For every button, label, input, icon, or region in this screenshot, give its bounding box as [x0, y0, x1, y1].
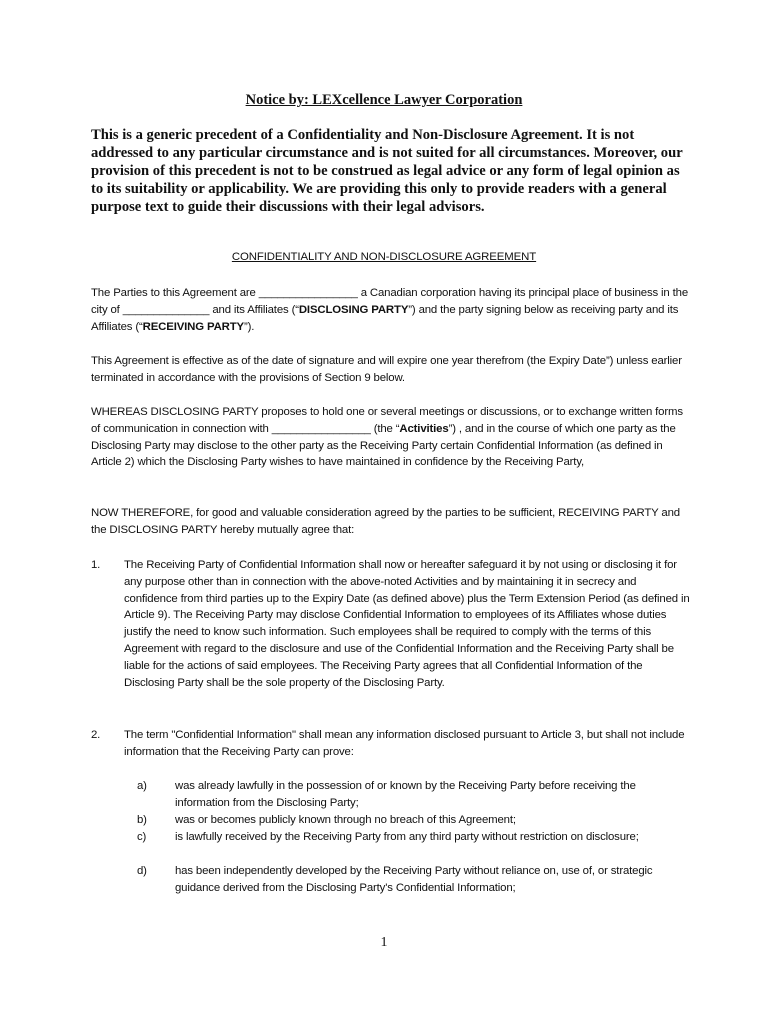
parties-text-2: ”) and the party signing below as receiving party and its Affiliates (“ [91, 303, 679, 333]
activities-term: Activities [399, 422, 449, 435]
parties-text-1: The Parties to this Agreement are ________________ a Canadian corporation having its principal place of business in the city of ______________ and its Affiliates (“ [91, 287, 689, 316]
article-number: 2. [91, 729, 101, 741]
article-text: The Receiving Party of Confidential Information shall now or hereafter safeguard it by not using or disclosing it for any purpose other than in connection with the above-noted Activities and by maintaining it in secrecy and confidence from third parties up to the Expiry Date (as defined above) plus the Term Extension Period (as defined in Article 9). The Receiving Party may disclose Confidential Information to employees of its Affiliates whose duties justify the need to know such information. Such employees shall be required to comply with the terms of this Agreement with regard to the disclosure and use of the Confidential Information and the Receiving Party shall be liable for the actions of said employees. The Receiving Party agrees that all Confidential Information of the Disclosing Party shall be the sole property of the Disclosing Party. [124, 559, 690, 689]
exception-letter: d) [137, 865, 147, 877]
article-number: 1. [91, 559, 101, 571]
disclosing-party-term: DISCLOSING PARTY [298, 303, 409, 316]
exception-letter: a) [137, 780, 147, 792]
exception-letter: c) [137, 831, 147, 843]
exception-text: is lawfully received by the Receiving Party from any third party without restriction on disclosure; [175, 831, 639, 843]
receiving-party-term: RECEIVING PARTY [142, 320, 244, 333]
parties-text-3: ”). [244, 320, 255, 333]
exception-text: has been independently developed by the Receiving Party without reliance on, use of, or strategic guidance derived from the Disclosing Party's Confidential Information; [175, 865, 653, 894]
whereas-paragraph [91, 404, 691, 471]
agreement-title: CONFIDENTIALITY AND NON-DISCLOSURE AGREEMENT [231, 251, 537, 263]
exception-text: was already lawfully in the possession of or known by the Receiving Party before receiving the information from the Disclosing Party; [175, 780, 636, 809]
disclaimer-paragraph: This is a generic precedent of a Confidentiality and Non-Disclosure Agreement. It is not addressed to any particular circumstance and is not suited for all circumstances. Moreover, our provision of this precedent is not to be construed as legal advice or any form of legal opinion as to its suitability or applicability. We are providing this only to provide readers with a general purpose text to guide their discussions with their legal advisors. [91, 127, 683, 215]
article-text: The term "Confidential Information" shall mean any information disclosed pursuant to Article 3, but shall not include information that the Receiving Party can prove: [124, 729, 685, 758]
exception-text: was or becomes publicly known through no breach of this Agreement; [175, 814, 516, 826]
now-therefore-paragraph: NOW THEREFORE, for good and valuable consideration agreed by the parties to be sufficient, RECEIVING PARTY and the DISCLOSING PARTY hereby mutually agree that: [91, 507, 680, 536]
effective-paragraph: This Agreement is effective as of the date of signature and will expire one year therefrom (the Expiry Date”) unless earlier terminated in accordance with the provisions of Section 9 below. [91, 355, 682, 384]
exception-letter: b) [137, 814, 147, 826]
page-number: 1 [380, 935, 388, 950]
notice-title: Notice by: LEXcellence Lawyer Corporation [245, 92, 523, 108]
parties-paragraph [91, 285, 691, 335]
whereas-text-2: ”) , and in the course of which one party as the Disclosing Party may disclose to the other party as the Receiving Party certain Confidential Information (as defined in Article 2) which the Disclosing Party wishes to have maintained in confidence by the Receiving Party, [91, 422, 676, 469]
whereas-text-1: WHEREAS DISCLOSING PARTY proposes to hold one or several meetings or discussions, or to exchange written forms of communication in connection with ________________ (the “ [91, 406, 683, 435]
